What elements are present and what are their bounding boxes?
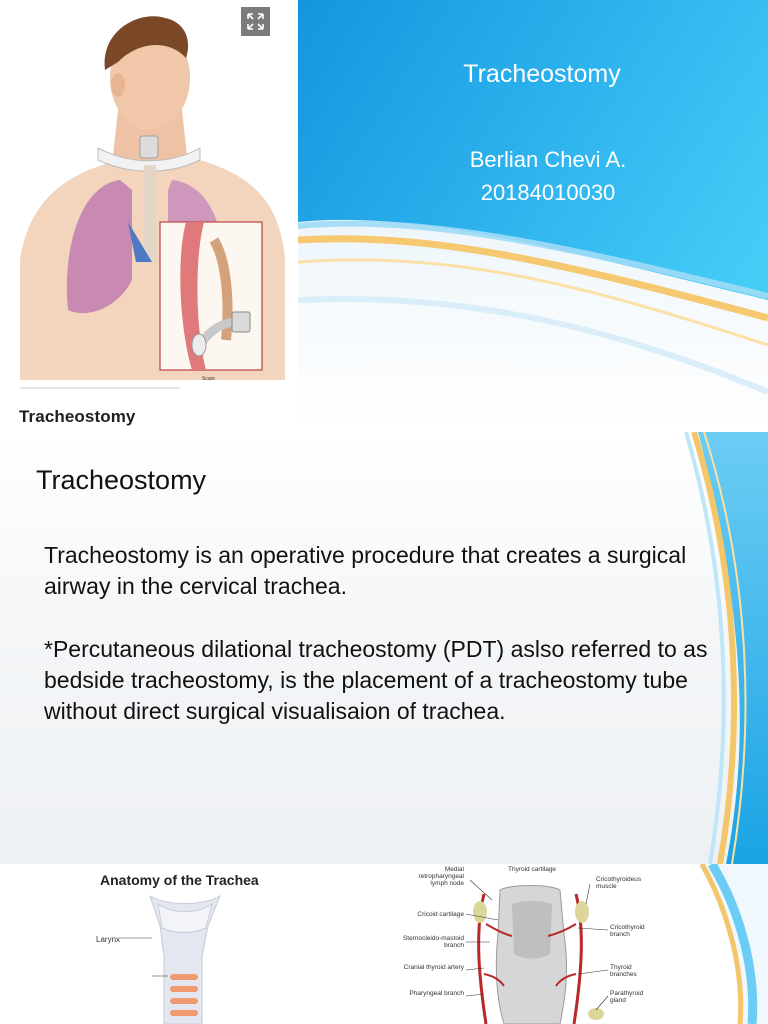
author-name: Berlian Chevi A.	[469, 147, 627, 172]
illustration-caption: Tracheostomy	[19, 407, 136, 426]
label-pharyngeal-branch: Pharyngeal branch	[409, 990, 464, 997]
label-cricothyroid-branch: Cricothyroid branch	[610, 924, 645, 938]
slide-title: Tracheostomy	[463, 60, 621, 88]
pdt-paragraph: *Percutaneous dilational tracheostomy (PDT) aslso referred to as bedside tracheostomy, is the placement of a tracheostomy tube without direct surgical visualisaion of trachea.	[44, 636, 708, 724]
label-medial-retropharyngeal: Medial retropharyngeal lymph node	[418, 866, 464, 887]
trachea-anatomy-figure	[2, 866, 348, 1024]
label-cricoid-cartilage: Cricoid cartilage	[417, 911, 464, 918]
slide-heading: Tracheostomy	[36, 465, 207, 495]
larynx-label: Larynx	[96, 935, 121, 944]
label-sternocleidomastoid-branch: Sternocleido-mastoid branch	[402, 935, 464, 949]
right-edge-swoosh	[658, 864, 768, 1024]
label-thyroid-cartilage: Thyroid cartilage	[508, 866, 557, 873]
author-student-id: 20184010030	[480, 180, 616, 205]
definition-paragraph: Tracheostomy is an operative procedure that creates a surgical airway in the cervical trachea.	[44, 542, 687, 599]
label-parathyroid-gland: Parathyroid gland	[610, 990, 644, 1004]
author-block	[378, 143, 718, 209]
label-cranial-thyroid-artery: Cranial thyroid artery	[403, 964, 464, 971]
slide-body	[44, 540, 734, 759]
tracheostomy-illustration	[0, 0, 298, 432]
figure-title: Anatomy of the Trachea	[100, 872, 259, 888]
anatomy-slide	[0, 864, 768, 1024]
illustration-fine-print: Scars	[202, 376, 215, 382]
expand-button[interactable]	[241, 7, 270, 36]
title-slide	[0, 0, 768, 432]
label-thyroid-branches: Thyroid branches	[610, 964, 637, 978]
expand-icon	[246, 12, 265, 31]
label-cricothyroideus-muscle: Cricothyroideus muscle	[596, 876, 642, 890]
definition-slide	[0, 432, 768, 864]
trachea-vessels-figure	[400, 864, 658, 1024]
